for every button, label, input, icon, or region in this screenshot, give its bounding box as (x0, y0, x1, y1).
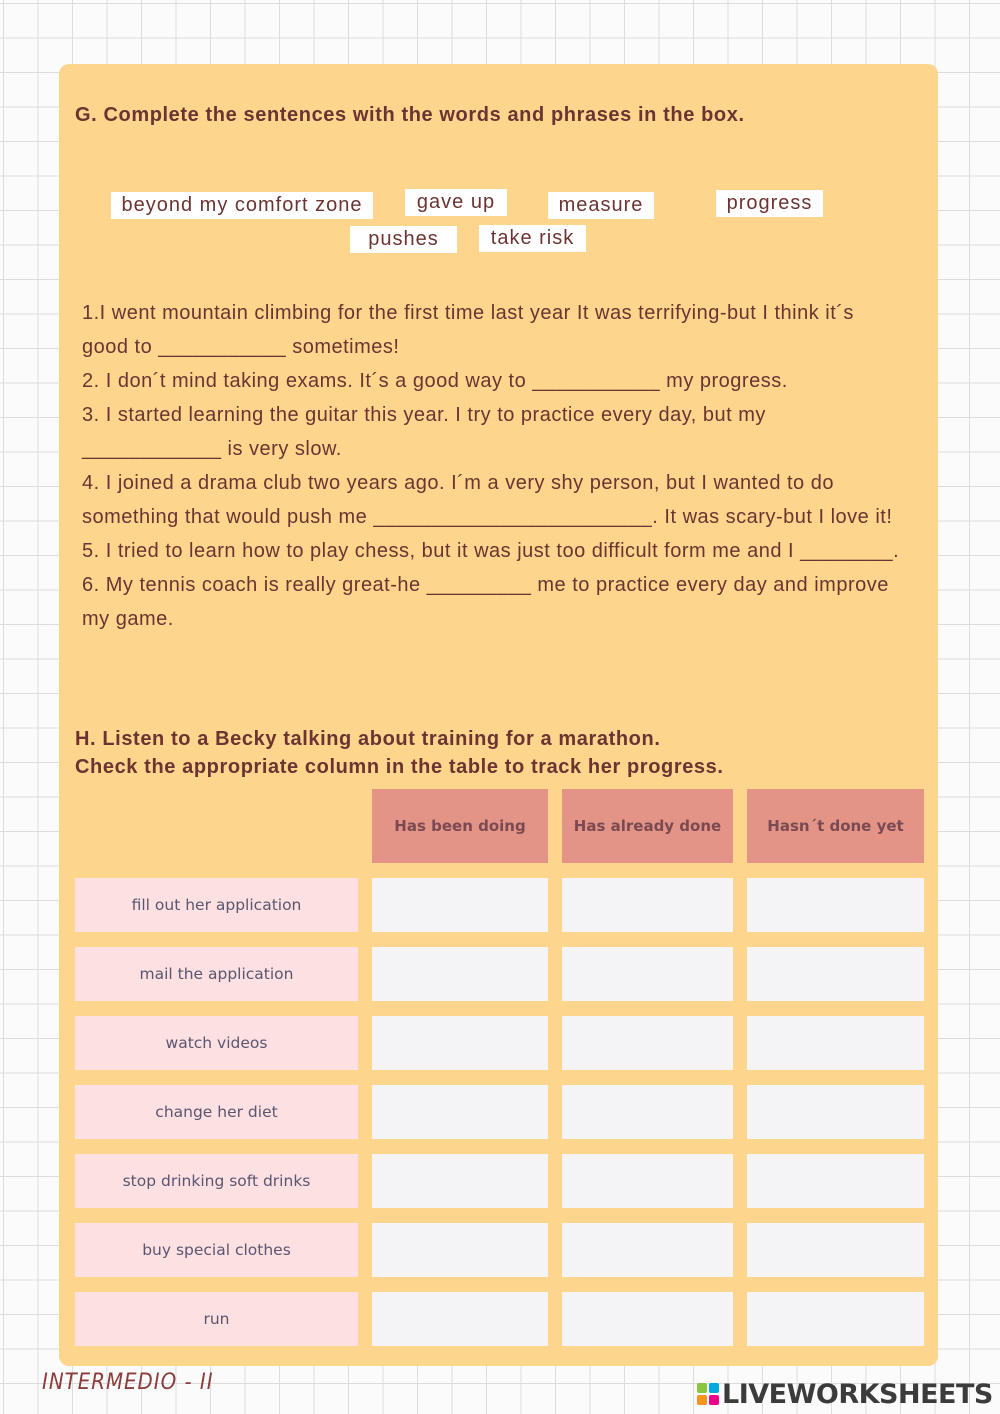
row-label: mail the application (75, 947, 358, 1001)
answer-cell[interactable] (372, 1223, 548, 1277)
answer-cell[interactable] (372, 1085, 548, 1139)
row-label: change her diet (75, 1085, 358, 1139)
word-chip[interactable]: progress (716, 190, 823, 217)
word-chip[interactable]: measure (548, 192, 654, 219)
row-label: run (75, 1292, 358, 1346)
column-header: Has been doing (372, 789, 548, 863)
sentence-6: 6. My tennis coach is really great-he _________ me to practice every day and improve my game. (82, 574, 889, 630)
answer-cell[interactable] (562, 1154, 733, 1208)
column-header: Hasn´t done yet (747, 789, 924, 863)
word-chip[interactable]: take risk (479, 225, 586, 252)
answer-cell[interactable] (372, 878, 548, 932)
sentence-list (82, 296, 902, 636)
sentence-1: 1.I went mountain climbing for the first time last year It was terrifying-but I think it´s good to ___________ sometimes! (82, 302, 854, 358)
sentence-5: 5. I tried to learn how to play chess, but it was just too difficult form me and I ________. (82, 540, 900, 562)
row-label: fill out her application (75, 878, 358, 932)
liveworksheets-icon (697, 1383, 719, 1405)
answer-cell[interactable] (562, 1085, 733, 1139)
exercise-h-instruction: Check the appropriate column in the table to track her progress. (75, 756, 724, 778)
column-header: Has already done (562, 789, 733, 863)
brand-name: LIVEWORKSHEETS (722, 1378, 993, 1410)
answer-cell[interactable] (747, 878, 924, 932)
exercise-g-title: G. Complete the sentences with the words and phrases in the box. (75, 104, 745, 126)
answer-cell[interactable] (747, 947, 924, 1001)
word-chip[interactable]: beyond my comfort zone (111, 192, 373, 219)
exercise-h-title: H. Listen to a Becky talking about training for a marathon. (75, 728, 661, 750)
row-label: stop drinking soft drinks (75, 1154, 358, 1208)
row-label: buy special clothes (75, 1223, 358, 1277)
sentence-2: 2. I don´t mind taking exams. It´s a good way to ___________ my progress. (82, 370, 788, 392)
row-label: watch videos (75, 1016, 358, 1070)
answer-cell[interactable] (372, 1292, 548, 1346)
answer-cell[interactable] (372, 1154, 548, 1208)
answer-cell[interactable] (562, 878, 733, 932)
sentence-4: 4. I joined a drama club two years ago. I´m a very shy person, but I wanted to do something that would push me ________________________. It was scary-but I love it! (82, 472, 893, 528)
answer-cell[interactable] (562, 1016, 733, 1070)
answer-cell[interactable] (562, 947, 733, 1001)
answer-cell[interactable] (747, 1154, 924, 1208)
sentence-3: 3. I started learning the guitar this year. I try to practice every day, but my ____________ is very slow. (82, 404, 766, 460)
answer-cell[interactable] (747, 1292, 924, 1346)
level-label: INTERMEDIO - II (42, 1370, 214, 1395)
answer-cell[interactable] (562, 1223, 733, 1277)
answer-cell[interactable] (562, 1292, 733, 1346)
answer-cell[interactable] (747, 1016, 924, 1070)
word-chip[interactable]: pushes (350, 226, 457, 253)
answer-cell[interactable] (372, 947, 548, 1001)
liveworksheets-logo[interactable] (697, 1377, 993, 1411)
answer-cell[interactable] (747, 1085, 924, 1139)
answer-cell[interactable] (747, 1223, 924, 1277)
worksheet-card (59, 64, 938, 1366)
answer-cell[interactable] (372, 1016, 548, 1070)
word-chip[interactable]: gave up (405, 189, 507, 216)
